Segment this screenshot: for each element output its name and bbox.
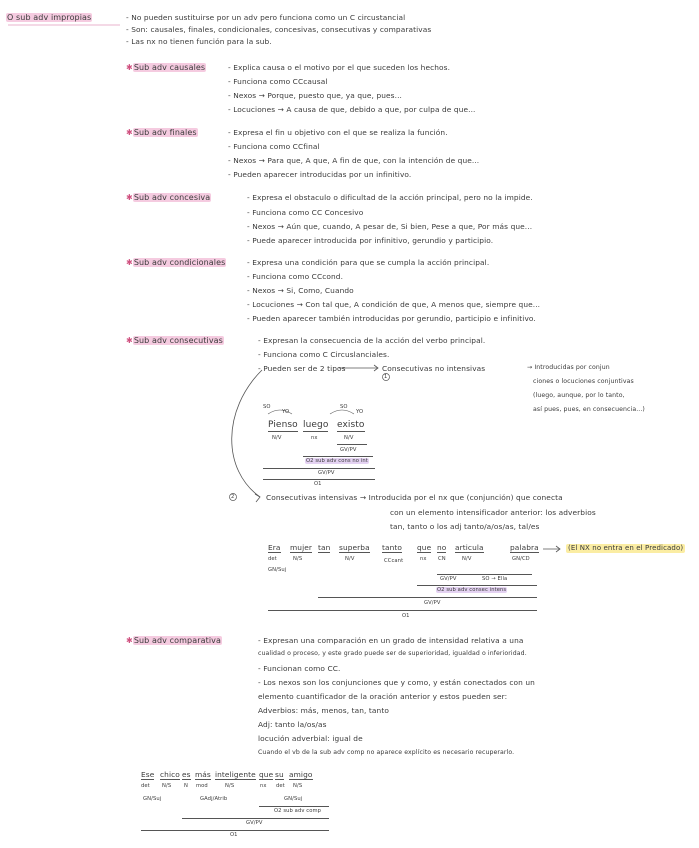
example-word: luego [303, 420, 329, 430]
section-title-consecutivas: ✱Sub adv consecutivas [126, 336, 223, 345]
comparativa-line: elemento cuantificador de la oración anterior y estos pueden ser: [258, 692, 508, 701]
tag: GV/PV [340, 447, 357, 453]
sub-clause-label: O2 sub adv comp [274, 808, 322, 814]
tag: N/S [293, 556, 303, 562]
comparativa-line: - Expresan una comparación en un grado de intensidad relativa a una [258, 636, 524, 645]
type1-label: Consecutivas no intensivas [382, 364, 486, 373]
comparativa-line: Cuando el vb de la sub adv comp no aparece explícito es necesario recuperarlo. [258, 749, 515, 756]
example-word: su [275, 770, 284, 779]
example-word: Pienso [268, 420, 298, 430]
section-title-condicionales: ✱Sub adv condicionales [126, 258, 226, 267]
example-word: chico [160, 770, 180, 779]
example-word: es [182, 770, 191, 779]
comparativa-line: Adverbios: más, menos, tan, tanto [258, 706, 389, 715]
example-word: mujer [290, 543, 313, 552]
example-word: existo [337, 420, 365, 430]
type2-line: tan, tanto o los adj tanto/a/os/as, tal/es [390, 522, 540, 531]
intro-line: - No pueden sustituirse por un adv pero funciona como un C circustancial [126, 13, 406, 22]
tag: nx [260, 783, 267, 789]
condicionales-line: - Nexos → Si, Como, Cuando [247, 286, 354, 295]
tag: SO [340, 404, 348, 410]
example-word: tan [318, 543, 331, 552]
tag: SO [263, 404, 271, 410]
example-word: no [437, 543, 447, 552]
note-highlight: (El NX no entra en el Predicado) [568, 544, 684, 552]
example-word: inteligente [215, 770, 256, 779]
consecutivas-line: - Expresan la consecuencia de la acción del verbo principal. [258, 336, 486, 345]
tag: det [276, 783, 285, 789]
tag: GN/Suj [284, 796, 303, 802]
concesiva-line: - Puede aparecer introducida por infinitivo, gerundio y participio. [247, 236, 494, 245]
type1-desc: → Introducidas por conjun [527, 364, 610, 371]
asterisk-icon: ✱ [126, 128, 133, 137]
asterisk-icon: ✱ [126, 63, 133, 72]
tag: N/V [272, 435, 282, 441]
section-title-impropias: O sub adv impropias [7, 13, 92, 22]
tag: mod [196, 783, 208, 789]
example-word: más [195, 770, 211, 779]
example-word: que [259, 770, 274, 779]
section-title-concesiva: ✱Sub adv concesiva [126, 193, 211, 202]
comparativa-line: - Los nexos son los conjunciones que y como, y están conectados con un [258, 678, 535, 687]
example-word: articula [455, 543, 484, 552]
tag: N/V [462, 556, 472, 562]
section-title-comparativa: ✱Sub adv comparativa [126, 636, 221, 645]
tag: CN [438, 556, 446, 562]
type1-desc: así pues, pues, en consecuencia...) [533, 406, 645, 413]
comparativa-line: - Funcionan como CC. [258, 664, 341, 673]
tag: N/S [162, 783, 172, 789]
comparativa-line: locución adverbial: igual de [258, 734, 363, 743]
tag: N/V [345, 556, 355, 562]
finales-line: - Nexos → Para que, A que, A fin de que, con la intención de que... [228, 156, 480, 165]
asterisk-icon: ✱ [126, 258, 133, 267]
finales-line: - Pueden aparecer introducidas por un infinitivo. [228, 170, 412, 179]
tag: YO [282, 409, 290, 415]
type2-line: con un elemento intensificador anterior: los adverbios [390, 508, 596, 517]
concesiva-line: - Funciona como CC Concesivo [247, 208, 364, 217]
tag: GV/PV [440, 576, 457, 582]
example-word: Ese [141, 770, 155, 779]
tag: N/S [293, 783, 303, 789]
type2-line: Consecutivas intensivas → Introducida por el nx que (conjunción) que conecta [266, 493, 563, 502]
type-number: 2 [231, 494, 235, 500]
tag: GAdj/Atrib [200, 796, 228, 802]
tag: SO → Ella [482, 576, 508, 582]
causales-line: - Explica causa o el motivo por el que suceden los hechos. [228, 63, 451, 72]
tag: det [268, 556, 277, 562]
tag: CCcant [384, 558, 404, 564]
tag: N [184, 783, 188, 789]
condicionales-line: - Funciona como CCcond. [247, 272, 344, 281]
asterisk-icon: ✱ [126, 636, 133, 645]
tag: GV/PV [424, 600, 441, 606]
asterisk-icon: ✱ [126, 336, 133, 345]
concesiva-line: - Expresa el obstaculo o dificultad de la acción principal, pero no la impide. [247, 193, 533, 202]
tag: GV/PV [246, 820, 263, 826]
type1-desc: ciones o locuciones conjuntivas [533, 378, 634, 385]
tag: nx [311, 435, 318, 441]
concesiva-line: - Nexos → Aún que, cuando, A pesar de, Si bien, Pese a que, Por más que... [247, 222, 533, 231]
intro-line: - Las nx no tienen función para la sub. [126, 37, 272, 46]
causales-line: - Funciona como CCcausal [228, 77, 328, 86]
section-title-causales: ✱Sub adv causales [126, 63, 206, 72]
tag: GN/Suj [143, 796, 162, 802]
tag: YO [356, 409, 364, 415]
type1-desc: (luego, aunque, por lo tanto, [533, 392, 625, 399]
finales-line: - Expresa el fin u objetivo con el que se realiza la función. [228, 128, 448, 137]
tag: O1 [230, 832, 238, 838]
causales-line: - Locuciones → A causa de que, debido a que, por culpa de que... [228, 105, 476, 114]
type-number: 1 [384, 374, 388, 380]
example-word: palabra [510, 543, 539, 552]
comparativa-line: cualidad o proceso, y este grado puede ser de superioridad, igualdad o inferioridad. [258, 650, 527, 657]
intro-line: - Son: causales, finales, condicionales, concesivas, consecutivas y comparativas [126, 25, 432, 34]
sub-clause-label: O2 sub adv cons no int [306, 458, 368, 464]
section-title-finales: ✱Sub adv finales [126, 128, 197, 137]
tag: O1 [402, 613, 410, 619]
example-word: superba [339, 543, 370, 552]
asterisk-icon: ✱ [126, 193, 133, 202]
example-word: tanto [382, 543, 403, 552]
tag: GN/CD [512, 556, 530, 562]
example-word: Era [268, 543, 281, 552]
comparativa-line: Adj: tanto la/os/as [258, 720, 327, 729]
example-word: que [417, 543, 432, 552]
tag: det [141, 783, 150, 789]
consecutivas-line: - Pueden ser de 2 tipos [258, 364, 346, 373]
causales-line: - Nexos → Porque, puesto que, ya que, pues... [228, 91, 402, 100]
tag: nx [420, 556, 427, 562]
sub-clause-label: O2 sub adv consec intens [437, 587, 507, 593]
condicionales-line: - Locuciones → Con tal que, A condición de que, A menos que, siempre que... [247, 300, 541, 309]
tag: N/V [344, 435, 354, 441]
condicionales-line: - Pueden aparecer también introducidas por gerundio, participio e infinitivo. [247, 314, 536, 323]
tag: N/S [225, 783, 235, 789]
consecutivas-line: - Funciona como C Circuslanciales. [258, 350, 390, 359]
finales-line: - Funciona como CCfinal [228, 142, 320, 151]
condicionales-line: - Expresa una condición para que se cumpla la acción principal. [247, 258, 490, 267]
example-word: amigo [289, 770, 313, 779]
tag: GV/PV [318, 470, 335, 476]
tag: GN/Suj [268, 567, 287, 573]
tag: O1 [314, 481, 322, 487]
